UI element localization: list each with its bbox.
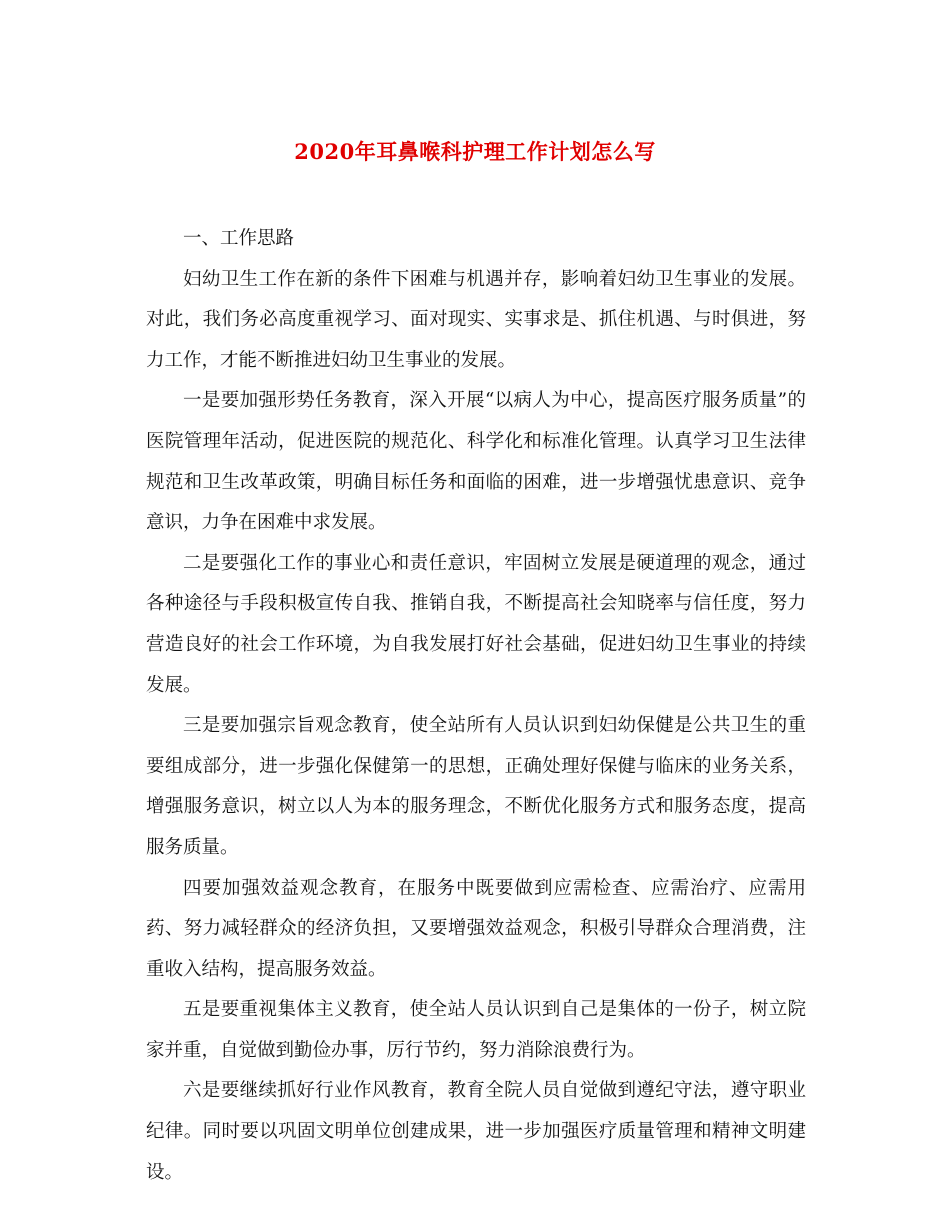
paragraph-point-6: 六是要继续抓好行业作风教育，教育全院人员自觉做到遵纪守法，遵守职业纪律。同时要以巩固文明单位创建成果，进一步加强医疗质量管理和精神文明建设。	[146, 1080, 806, 1183]
section-heading: 一、工作思路	[183, 228, 295, 249]
paragraph-point-2: 二是要强化工作的事业心和责任意识，牢固树立发展是硬道理的观念，通过各种途径与手段积极宣传自我、推销自我，不断提高社会知晓率与信任度，努力营造良好的社会工作环境，为自我发展打好社会基础，促进妇幼卫生事业的持续发展。	[146, 552, 806, 696]
paragraph-point-4: 四要加强效益观念教育，在服务中既要做到应需检查、应需治疗、应需用药、努力减轻群众的经济负担，又要增强效益观念，积极引导群众合理消费，注重收入结构，提高服务效益。	[146, 877, 806, 980]
document-body	[146, 219, 806, 1193]
paragraph-intro: 妇幼卫生工作在新的条件下困难与机遇并存，影响着妇幼卫生事业的发展。对此，我们务必高度重视学习、面对现实、实事求是、抓住机遇、与时俱进，努力工作，才能不断推进妇幼卫生事业的发展。	[146, 268, 806, 371]
paragraph-point-1: 一是要加强形势任务教育，深入开展“以病人为中心，提高医疗服务质量”的医院管理年活动，促进医院的规范化、科学化和标准化管理。认真学习卫生法律规范和卫生改革政策，明确目标任务和面临的困难，进一步增强忧患意识、竞争意识，力争在困难中求发展。	[146, 390, 806, 534]
paragraph-point-3: 三是要加强宗旨观念教育，使全站所有人员认识到妇幼保健是公共卫生的重要组成部分，进一步强化保健第一的思想，正确处理好保健与临床的业务关系，增强服务意识，树立以人为本的服务理念，不断优化服务方式和服务态度，提高服务质量。	[146, 715, 806, 858]
paragraph-point-5: 五是要重视集体主义教育，使全站人员认识到自己是集体的一份子，树立院家并重，自觉做到勤俭办事，厉行节约，努力消除浪费行为。	[146, 999, 806, 1061]
document-title: 2020年耳鼻喉科护理工作计划怎么写	[294, 139, 656, 164]
